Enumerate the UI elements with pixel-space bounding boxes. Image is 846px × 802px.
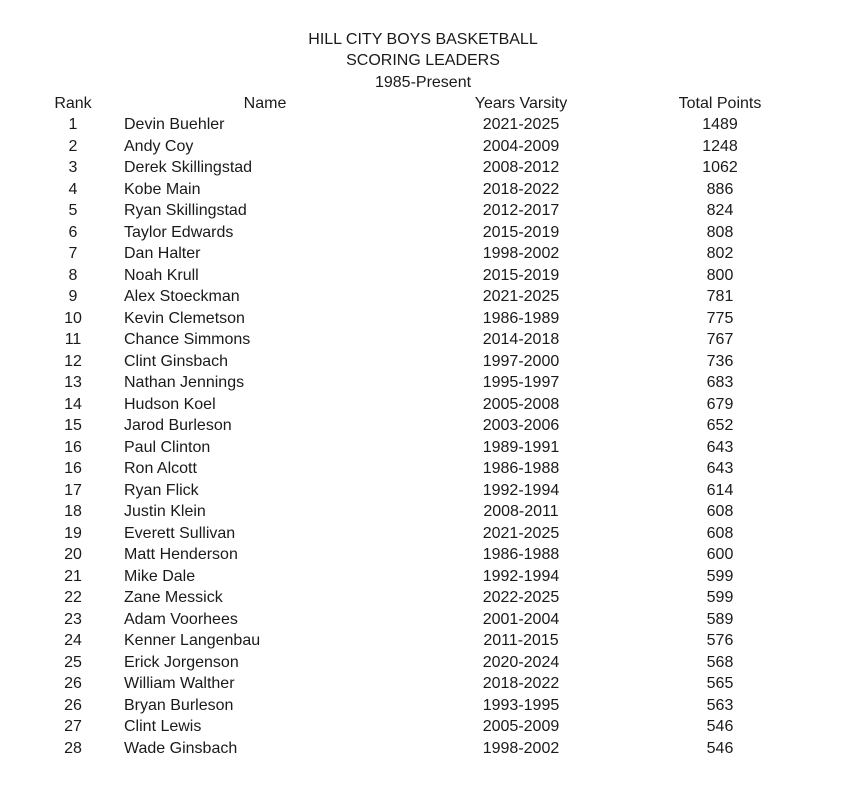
cell-years-varsity: 2020-2024 [482,653,560,671]
header-years-varsity: Years Varsity [474,95,568,112]
cell-name: Alex Stoeckman [124,288,240,305]
cell-name: Zane Messick [124,589,223,606]
table-row [0,738,846,760]
cell-years-varsity: 1986-1988 [482,460,560,477]
table-row [0,609,846,631]
cell-total-points: 600 [706,546,734,563]
cell-rank: 11 [64,331,82,348]
cell-rank: 16 [64,438,82,456]
table-row [0,136,846,158]
cell-years-varsity: 2003-2006 [482,417,560,434]
cell-rank: 8 [68,266,78,284]
cell-rank: 23 [64,610,82,628]
header-name: Name [243,95,287,112]
table-row [0,415,846,437]
scoring-leaders-table [0,114,846,759]
cell-years-varsity: 2005-2008 [482,395,560,413]
cell-name: Kobe Main [124,180,201,198]
cell-rank: 12 [64,352,82,370]
cell-years-varsity: 1997-2000 [482,352,560,370]
cell-rank: 2 [68,137,78,155]
cell-years-varsity: 1995-1997 [482,374,560,391]
cell-rank: 28 [64,739,82,757]
cell-rank: 1 [68,116,78,133]
cell-total-points: 767 [706,331,734,348]
header-total-points: Total Points [678,95,762,112]
cell-years-varsity: 2001-2004 [482,610,560,628]
cell-name: Taylor Edwards [124,223,234,241]
table-row [0,243,846,265]
cell-years-varsity: 1998-2002 [482,739,560,757]
cell-name: Andy Coy [124,137,194,155]
cell-years-varsity: 1986-1988 [482,546,560,563]
cell-total-points: 1248 [702,137,738,155]
table-row [0,544,846,566]
cell-years-varsity: 2008-2011 [483,503,559,520]
cell-total-points: 568 [706,653,734,671]
cell-rank: 27 [64,718,82,735]
cell-total-points: 608 [706,524,734,542]
cell-years-varsity: 2015-2019 [482,266,560,284]
cell-rank: 7 [68,245,78,262]
cell-total-points: 576 [706,632,734,649]
cell-name: Noah Krull [124,266,199,284]
cell-total-points: 800 [706,266,734,284]
cell-total-points: 652 [706,417,734,434]
cell-name: William Walther [124,675,235,692]
table-row [0,695,846,717]
cell-total-points: 1489 [702,116,738,133]
table-row [0,308,846,330]
cell-name: Chance Simmons [124,331,251,348]
cell-years-varsity: 2005-2009 [482,718,560,735]
cell-years-varsity: 1998-2002 [482,245,560,262]
table-row [0,329,846,351]
cell-rank: 4 [68,180,78,198]
table-row [0,566,846,588]
cell-total-points: 589 [706,610,734,628]
cell-total-points: 1062 [702,159,738,176]
cell-name: Ryan Flick [124,481,199,499]
cell-total-points: 781 [706,288,734,305]
table-row [0,394,846,416]
cell-rank: 24 [64,632,82,649]
table-row [0,437,846,459]
cell-name: Jarod Burleson [124,417,232,434]
cell-total-points: 546 [706,718,734,735]
cell-name: Erick Jorgenson [124,653,239,671]
cell-rank: 6 [68,223,78,241]
table-row [0,587,846,609]
table-row [0,286,846,308]
table-row [0,652,846,674]
table-row [0,372,846,394]
cell-years-varsity: 2012-2017 [482,202,560,219]
cell-rank: 26 [64,696,82,714]
cell-total-points: 614 [706,481,734,499]
cell-rank: 5 [68,202,78,219]
table-row [0,351,846,373]
cell-total-points: 802 [706,245,734,262]
cell-rank: 19 [64,524,82,542]
cell-name: Hudson Koel [124,395,216,413]
cell-total-points: 546 [706,739,734,757]
cell-name: Nathan Jennings [124,374,245,391]
cell-rank: 18 [64,503,82,520]
cell-total-points: 808 [706,223,734,241]
cell-rank: 14 [64,395,82,413]
document-subtitle: SCORING LEADERS [346,52,500,69]
table-row [0,200,846,222]
cell-total-points: 886 [706,180,734,198]
header-rank: Rank [54,95,92,112]
table-row [0,630,846,652]
cell-rank: 25 [64,653,82,671]
cell-rank: 21 [64,567,82,585]
cell-years-varsity: 2018-2022 [482,675,560,692]
cell-total-points: 565 [706,675,734,692]
cell-years-varsity: 1993-1995 [482,696,560,714]
table-row [0,501,846,523]
cell-years-varsity: 1989-1991 [482,438,560,456]
table-row [0,716,846,738]
table-row [0,157,846,179]
cell-total-points: 679 [706,395,734,413]
cell-rank: 3 [68,159,78,176]
cell-name: Mike Dale [124,567,196,585]
table-row [0,265,846,287]
cell-name: Bryan Burleson [124,696,234,714]
cell-years-varsity: 2021-2025 [482,524,560,542]
table-row [0,179,846,201]
document-title: HILL CITY BOYS BASKETBALL [308,31,538,48]
cell-name: Kevin Clemetson [124,309,245,327]
cell-years-varsity: 2022-2025 [482,589,560,606]
cell-name: Kenner Langenbau [124,632,261,649]
cell-years-varsity: 2004-2009 [482,137,560,155]
cell-years-varsity: 1992-1994 [482,567,560,585]
cell-total-points: 824 [706,202,734,219]
cell-name: Ron Alcott [124,460,197,477]
cell-name: Wade Ginsbach [124,739,238,757]
table-row [0,480,846,502]
cell-rank: 26 [64,675,82,692]
cell-years-varsity: 2021-2025 [482,116,560,133]
cell-years-varsity: 1992-1994 [482,481,560,499]
cell-name: Dan Halter [124,245,201,262]
table-row [0,458,846,480]
cell-years-varsity: 2011-2015 [483,632,559,649]
cell-rank: 22 [64,589,82,606]
cell-name: Adam Voorhees [124,610,238,628]
cell-rank: 16 [64,460,82,477]
table-row [0,523,846,545]
cell-name: Matt Henderson [124,546,238,563]
cell-rank: 10 [64,309,82,327]
cell-total-points: 736 [706,352,734,370]
cell-rank: 13 [64,374,82,391]
cell-name: Clint Ginsbach [124,352,229,370]
cell-total-points: 683 [706,374,734,391]
table-row [0,114,846,136]
cell-years-varsity: 1986-1989 [482,309,560,327]
cell-years-varsity: 2008-2012 [482,159,560,176]
cell-rank: 17 [64,481,82,499]
cell-total-points: 608 [706,503,734,520]
cell-years-varsity: 2015-2019 [482,223,560,241]
cell-name: Derek Skillingstad [124,159,253,176]
cell-name: Clint Lewis [124,718,202,735]
cell-rank: 9 [68,288,78,305]
cell-total-points: 643 [706,460,734,477]
cell-years-varsity: 2014-2018 [482,331,560,348]
cell-total-points: 563 [706,696,734,714]
cell-name: Everett Sullivan [124,524,236,542]
cell-name: Ryan Skillingstad [124,202,247,219]
table-header [0,93,846,115]
cell-total-points: 643 [706,438,734,456]
cell-rank: 20 [64,546,82,563]
cell-rank: 15 [64,417,82,434]
document-period: 1985-Present [374,74,472,91]
cell-name: Justin Klein [124,503,206,520]
cell-name: Paul Clinton [124,438,211,456]
table-row [0,673,846,695]
cell-name: Devin Buehler [124,116,225,133]
cell-total-points: 599 [706,567,734,585]
cell-years-varsity: 2018-2022 [482,180,560,198]
table-row [0,222,846,244]
cell-total-points: 775 [706,309,734,327]
cell-total-points: 599 [706,589,734,606]
cell-years-varsity: 2021-2025 [482,288,560,305]
